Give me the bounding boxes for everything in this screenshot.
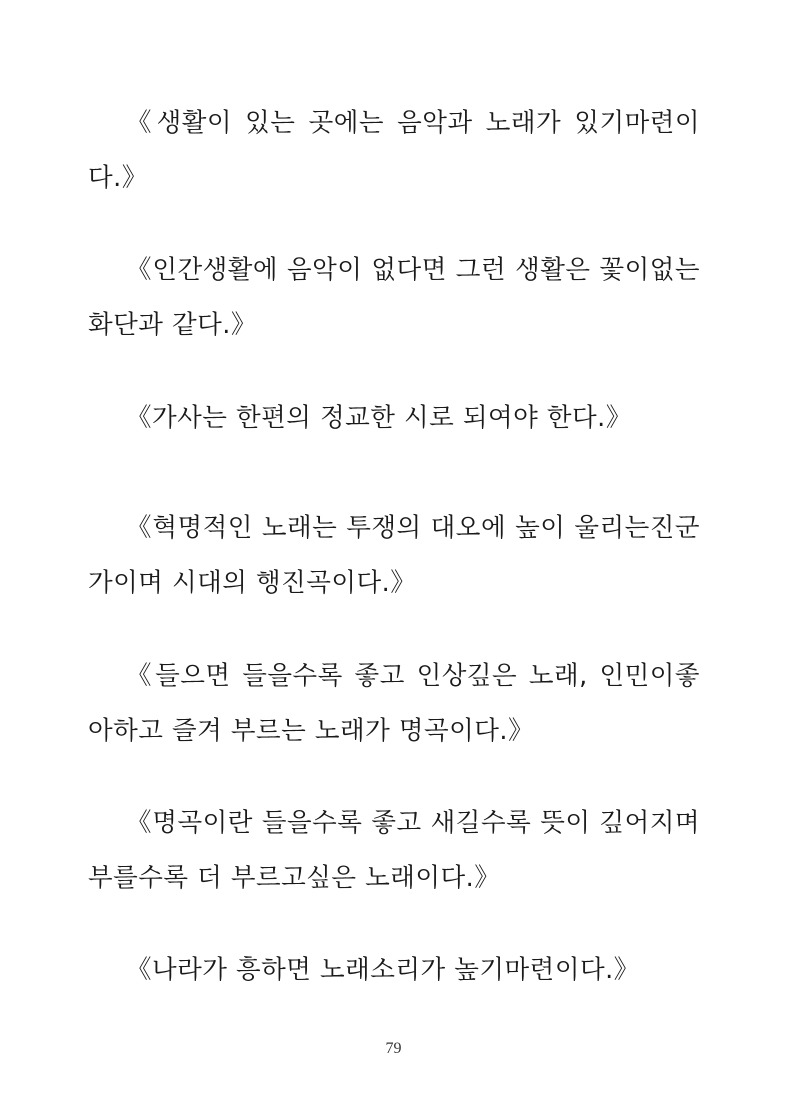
quote-7: 《나라가 흥하면 노래소리가 높기마련이다.》 (126, 955, 640, 985)
quote-1: 《생활이 있는 곳에는 음악과 노래가 있기마련이다.》 (88, 108, 700, 193)
quote-5: 《들으면 들을수록 좋고 인상깊은 노래, 인민이좋아하고 즐겨 부르는 노래가 명곡이다.》 (88, 661, 700, 746)
quote-2: 《인간생활에 음악이 없다면 그런 생활은 꽃이없는 화단과 같다.》 (88, 255, 700, 340)
quote-3: 《가사는 한편의 정교한 시로 되여야 한다.》 (126, 403, 632, 433)
quote-4: 《혁명적인 노래는 투쟁의 대오에 높이 울리는진군가이며 시대의 행진곡이다.》 (88, 513, 700, 598)
quote-6: 《명곡이란 들을수록 좋고 새길수록 뜻이 깊어지며 부를수록 더 부르고싶은 노래이다.》 (88, 808, 700, 893)
page-number: 79 (385, 1040, 402, 1057)
